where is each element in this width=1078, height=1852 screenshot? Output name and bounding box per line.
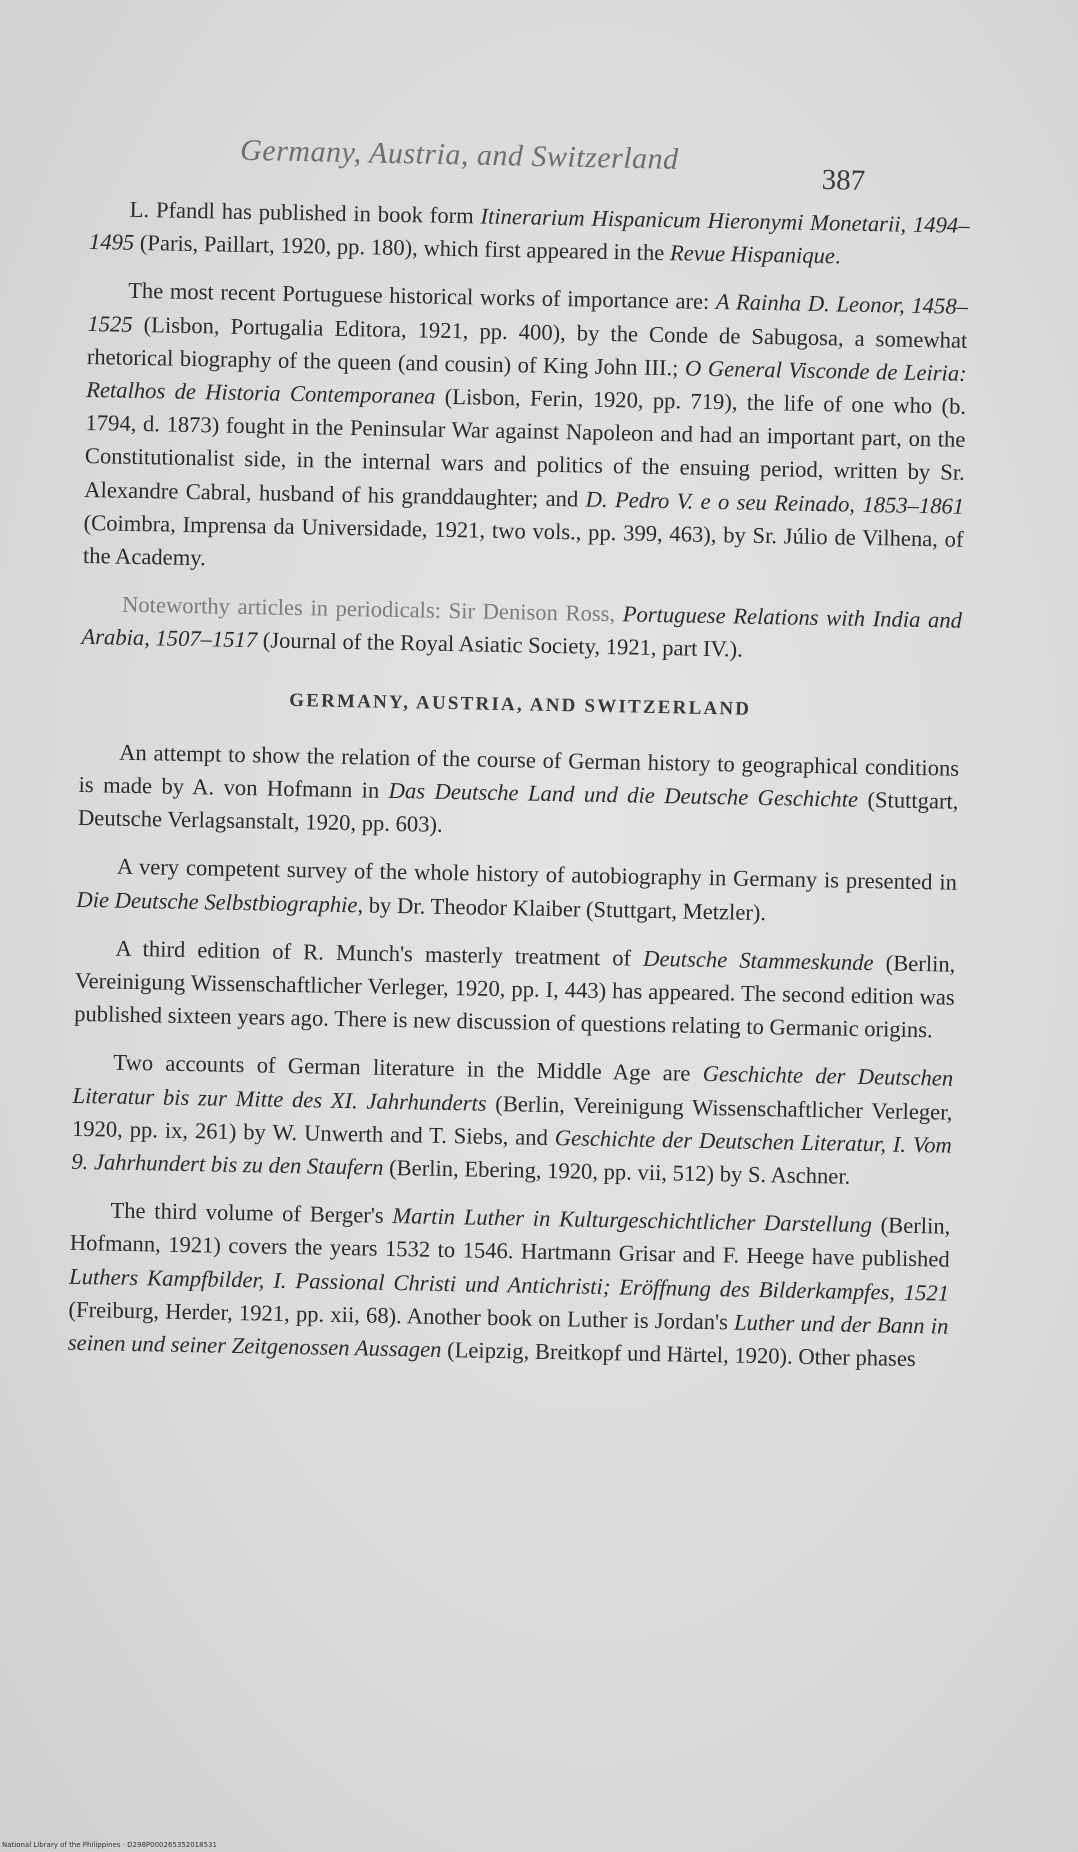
paragraph-munch <box>74 931 956 1047</box>
page-body <box>67 192 970 1391</box>
paragraph-periodicals <box>81 587 962 670</box>
book-title: Geschichte der Deutschen Literatur bis zur Mitte des XI. Jahrhunderts <box>72 1061 954 1116</box>
book-title: Geschichte der Deutschen Literatur, I. Vom 9. Jahrhundert bis zu den Staufern <box>71 1124 953 1180</box>
book-title: Die Deutsche Selbstbiographie <box>76 886 358 917</box>
journal-title: Revue Hispanique <box>669 240 836 269</box>
book-title: Deutsche Stammeskunde <box>642 945 874 976</box>
paragraph-german-literature <box>71 1045 953 1195</box>
text-run: (Berlin, Vereinigung Wissenschaftlicher Verleger, 1920, pp. I, 443) has appeared. The second edition was published sixteen years ago. There is new discussion of questions relating to Germanic origins. <box>73 950 956 1043</box>
text-run: L. Pfandl has published in book form <box>129 196 481 229</box>
text-run: (Lisbon, Portugalia Editora, 1921, pp. 400), by the Conde de Sabugosa, a somewhat rhetorical biography of the queen (and cousin) of King John III.; <box>86 311 968 381</box>
text-run: (Freiburg, Herder, 1921, pp. xii, 68). Another book on Luther is Jordan's <box>68 1296 735 1335</box>
book-title: Das Deutsche Land und die Deutsche Geschichte <box>388 777 859 812</box>
text-run: (Lisbon, Ferin, 1920, pp. 719), the life of one who (b. 1794, d. 1873) fought in the Peninsular War against Napoleon and had an important part, on the Constitutionalist side, in the internal wars and politics of the ensuing period, written by Sr. Alexandre Cabral, husband of his granddaughter; and <box>84 383 967 512</box>
book-title: Luthers Kampfbilder, I. Passional Christi und Antichristi; Eröffnung des Bilderkampfes, 1521 <box>68 1263 950 1306</box>
text-run: (Berlin, Vereinigung Wissenschaftlicher Verleger, 1920, pp. ix, 261) by W. Unwerth and T. Siebs, and <box>71 1090 953 1150</box>
text-run: (Journal of the Royal Asiatic Society, 1921, part IV.). <box>256 627 743 663</box>
text-run: . <box>834 243 841 269</box>
book-title: A Rainha D. Leonor, 1458–1525 <box>87 289 969 337</box>
text-run: An attempt to show the relation of the course of German history to geographical conditions is made by A. von Hofmann in <box>78 739 960 803</box>
book-title: Martin Luther in Kulturgeschichtlicher Darstellung <box>392 1203 873 1238</box>
running-title: Germany, Austria, and Switzerland <box>239 133 679 176</box>
page-header <box>0 129 1078 200</box>
book-title: D. Pedro V. e o seu Reinado, 1853–1861 <box>585 486 965 519</box>
text-run: (Berlin, Hofmann, 1921) covers the years 1532 to 1546. Hartmann Grisar and F. Heege have published <box>69 1212 951 1273</box>
paragraph-pfandl <box>89 192 970 275</box>
scan-credit: National Library of the Philippines · D298P000265352018531 <box>2 1841 217 1849</box>
book-title: Itinerarium Hispanicum Hieronymi Monetarii, 1494–1495 <box>88 203 970 256</box>
paragraph-hofmann <box>78 735 960 851</box>
section-heading: GERMANY, AUSTRIA, AND SWITZERLAND <box>289 689 752 720</box>
paragraph-luther <box>68 1193 951 1376</box>
paragraph-portuguese-works <box>83 273 969 589</box>
page-number: 387 <box>821 163 866 197</box>
text-run: A very competent survey of the whole history of autobiography in Germany is presented in <box>116 854 958 896</box>
text-run: The most recent Portuguese historical works of importance are: <box>127 278 717 315</box>
article-title: Portuguese Relations with India and Arabia, 1507–1517 <box>81 601 963 653</box>
book-title: Luther und der Bann in seinen und seiner Zeitgenossen Aussagen <box>67 1309 949 1363</box>
text-run: (Leipzig, Breitkopf und Härtel, 1920). Other phases <box>441 1337 916 1372</box>
text-run: , by Dr. Theodor Klaiber (Stuttgart, Metzler). <box>357 891 767 925</box>
text-run: Noteworthy articles in periodicals: Sir Denison Ross, <box>121 591 623 627</box>
text-run: The third volume of Berger's <box>110 1197 393 1229</box>
text-run: (Coimbra, Imprensa da Universidade, 1921, two vols., pp. 399, 463), by Sr. Júlio de Vilhena, of the Academy. <box>82 509 964 571</box>
text-run: A third edition of R. Munch's masterly treatment of <box>115 935 644 971</box>
text-run: Two accounts of German literature in the Middle Age are <box>113 1050 703 1087</box>
text-run: (Stuttgart, Deutsche Verlagsanstalt, 1920, pp. 603). <box>77 786 959 838</box>
text-run: (Berlin, Ebering, 1920, pp. vii, 512) by S. Aschner. <box>383 1154 851 1189</box>
text-run: (Paris, Paillart, 1920, pp. 180), which first appeared in the <box>133 230 671 266</box>
paragraph-autobiography <box>76 849 957 932</box>
book-title: O General Visconde de Leiria: Retalhos de Historia Contemporanea <box>85 355 967 409</box>
